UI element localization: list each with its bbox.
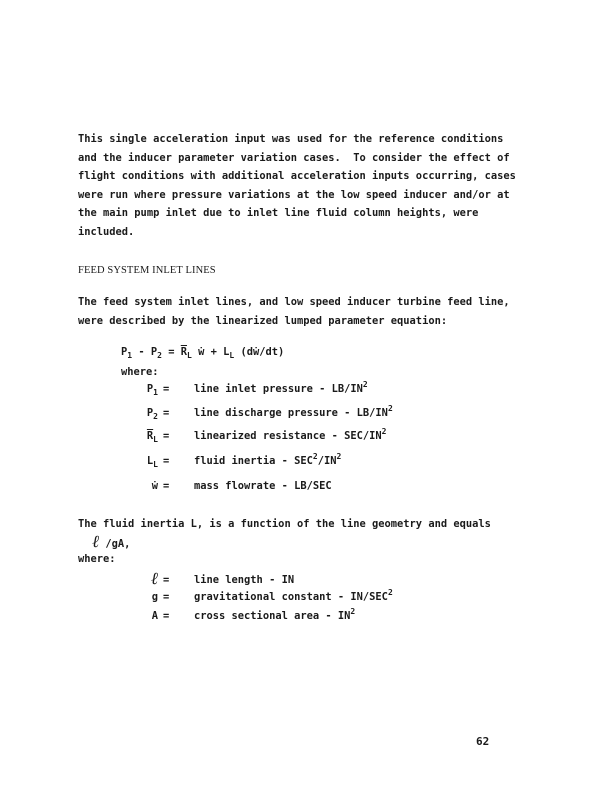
definition-text: line inlet pressure - $LB/IN^2$ <box>194 380 368 395</box>
text-line: included. <box>78 225 135 238</box>
definition-text: gravitational constant - IN/SEC$^2$ <box>194 588 393 603</box>
symbol: ℓ <box>150 569 158 589</box>
symbol: $P_2$ <box>146 407 158 421</box>
text-line: The feed system inlet lines, and low speed inducer turbine feed line, <box>78 296 510 308</box>
text-line: were run where pressure variations at the low speed inducer and/or at <box>78 188 510 201</box>
section-heading: FEED SYSTEM INLET LINES <box>78 265 216 276</box>
text-line: This single acceleration input was used for the reference conditions <box>78 133 504 145</box>
definition-text: line length - IN <box>194 574 295 586</box>
definition-row <box>0 452 520 473</box>
definition-text: linearized resistance - SEC/$IN^2$ <box>194 427 387 442</box>
text-line: and the inducer parameter variation cases. To consider the effect of <box>78 151 510 164</box>
definition-row <box>0 480 520 498</box>
definition-row <box>0 588 520 609</box>
definition-row <box>0 380 520 401</box>
text-line: flight conditions with additional acceleration inputs occurring, cases <box>78 170 516 183</box>
symbol: $\overline{R}_L$ <box>146 430 158 444</box>
symbol: A <box>151 610 158 622</box>
equals-sign: = <box>163 455 170 467</box>
lumped-parameter-equation: $P_1 - P_2 = \overline{R}_L$ ẇ + $L_L$ (dẇ/dt) <box>121 346 285 360</box>
symbol: ẇ <box>151 480 158 492</box>
definition-row <box>0 569 520 587</box>
symbol: $L_L$ <box>146 455 158 469</box>
definition-text: mass flowrate - LB/SEC <box>194 480 332 492</box>
definition-row <box>0 404 520 425</box>
equals-sign: = <box>163 407 170 419</box>
equals-sign: = <box>163 480 170 492</box>
equals-sign: = <box>163 591 170 603</box>
inertia-paragraph <box>78 515 548 534</box>
script-l-symbol: ℓ <box>92 532 100 552</box>
equals-sign: = <box>163 574 170 586</box>
equals-sign: = <box>163 383 170 395</box>
equals-sign: = <box>163 430 170 442</box>
definition-text: fluid inertia - $SEC^2/IN^2$ <box>194 452 342 467</box>
symbol: $P_1$ <box>146 383 158 397</box>
symbol: g <box>151 591 158 603</box>
definition-text: cross sectional area - $IN^2$ <box>194 607 356 622</box>
inertia-fraction: ℓ /gA, <box>92 532 131 552</box>
text-line: The fluid inertia L, is a function of the line geometry and equals <box>78 518 491 530</box>
equals-sign: = <box>163 610 170 622</box>
definition-row <box>0 607 520 628</box>
page-number: 62 <box>476 735 490 748</box>
where-label: where: <box>121 366 159 378</box>
definition-row <box>0 427 520 448</box>
text-line: the main pump inlet due to inlet line fluid column heights, were <box>78 207 479 220</box>
definition-text: line discharge pressure - $LB/IN^2$ <box>194 404 393 419</box>
intro-paragraph <box>78 130 548 242</box>
text-line: were described by the linearized lumped parameter equation: <box>78 314 448 327</box>
description-paragraph <box>78 293 548 330</box>
where-label: where: <box>78 553 116 565</box>
